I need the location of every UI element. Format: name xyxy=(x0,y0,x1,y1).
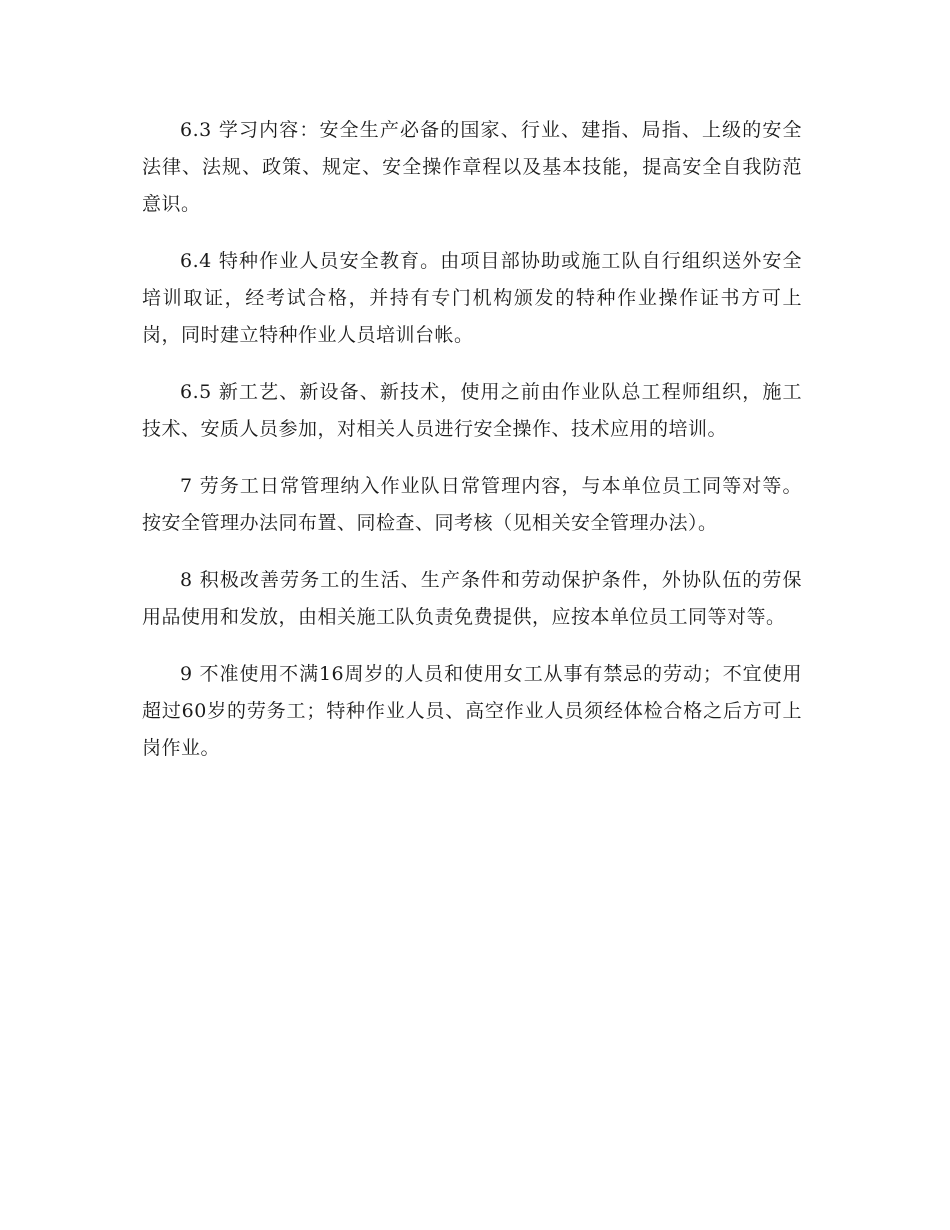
paragraph-6-5: 6.5 新工艺、新设备、新技术，使用之前由作业队总工程师组织，施工技术、安质人员参加，对相关人员进行安全操作、技术应用的培训。 xyxy=(142,381,802,440)
paragraph-9: 9 不准使用不满16周岁的人员和使用女工从事有禁忌的劳动；不宜使用超过60岁的劳务工；特种作业人员、高空作业人员须经体检合格之后方可上岗作业。 xyxy=(142,663,802,759)
paragraph-6-3: 6.3 学习内容：安全生产必备的国家、行业、建指、局指、上级的安全法律、法规、政策、规定、安全操作章程以及基本技能，提高安全自我防范意识。 xyxy=(142,119,802,215)
document-body xyxy=(142,112,802,787)
paragraph-7: 7 劳务工日常管理纳入作业队日常管理内容，与本单位员工同等对等。按安全管理办法同布置、同检查、同考核（见相关安全管理办法）。 xyxy=(142,475,802,534)
paragraph-6-4: 6.4 特种作业人员安全教育。由项目部协助或施工队自行组织送外安全培训取证，经考试合格，并持有专门机构颁发的特种作业操作证书方可上岗，同时建立特种作业人员培训台帐。 xyxy=(142,250,802,346)
paragraph-8: 8 积极改善劳务工的生活、生产条件和劳动保护条件，外协队伍的劳保用品使用和发放，由相关施工队负责免费提供，应按本单位员工同等对等。 xyxy=(142,569,802,628)
